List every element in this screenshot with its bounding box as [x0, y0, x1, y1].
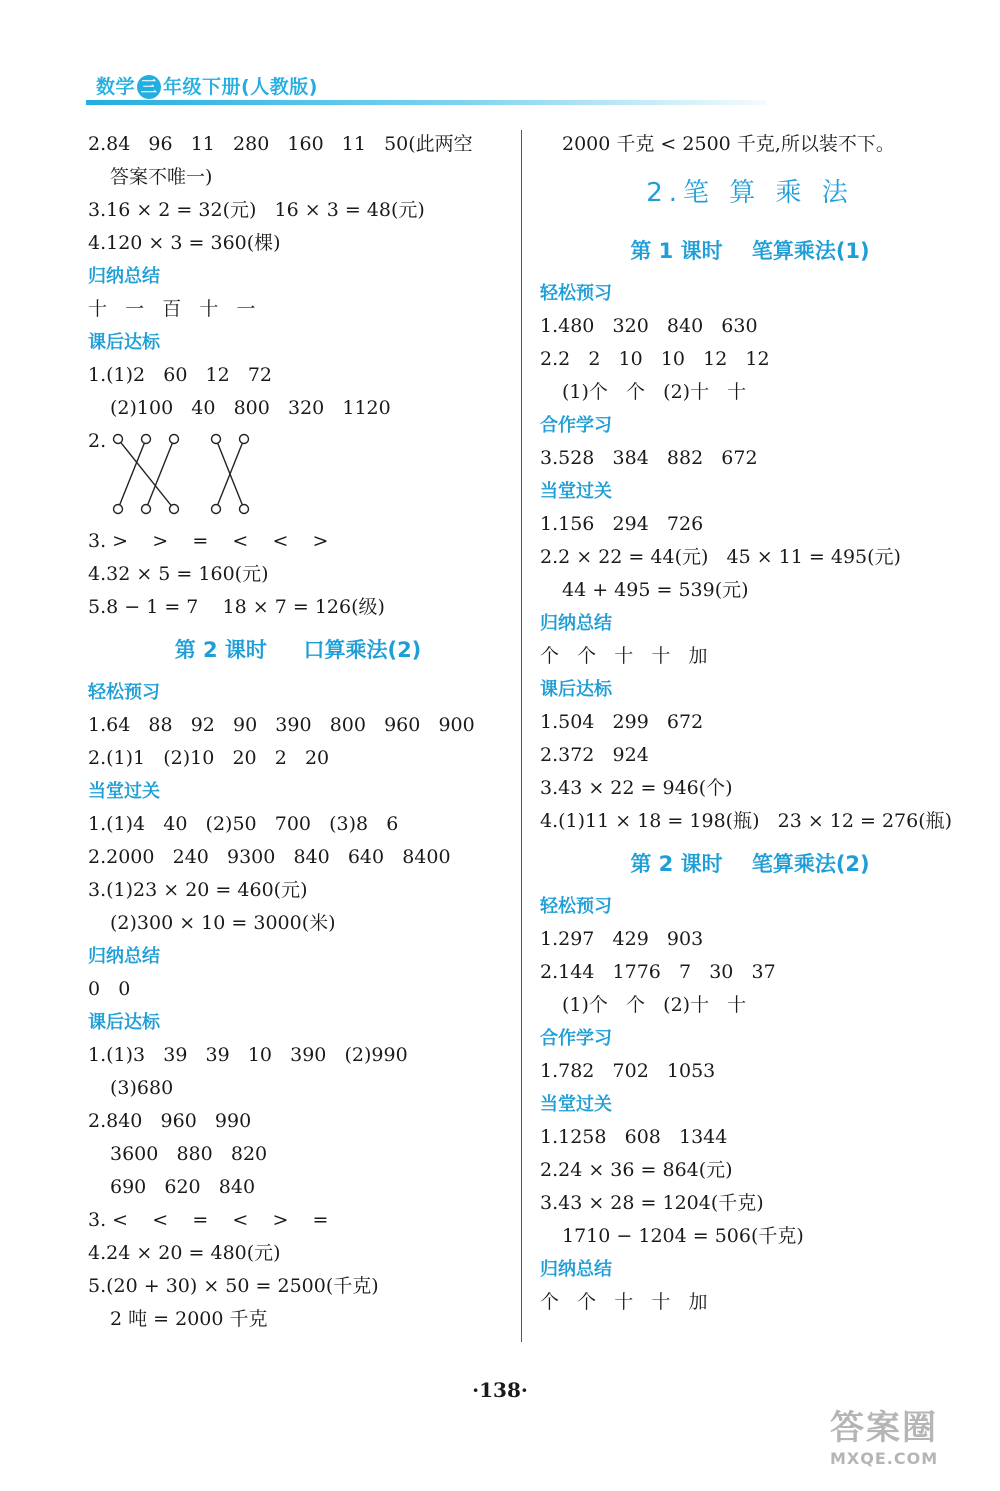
answer-line: (1)个 个 (2)十 十	[562, 381, 747, 403]
chapter-title: 2.笔 算 乘 法	[646, 178, 854, 208]
answer-line: 4.32 × 5 = 160(元)	[88, 563, 269, 585]
answer-line: 2000 千克 < 2500 千克,所以装不下。	[562, 133, 895, 155]
subject-label: 数学	[96, 76, 136, 98]
answer-line: 1.480 320 840 630	[540, 315, 758, 337]
watermark-text: 答案圈	[830, 1408, 938, 1448]
header-rule	[86, 100, 766, 105]
answer-line: 4.120 × 3 = 360(棵)	[88, 232, 281, 254]
answer-line: 3.43 × 28 = 1204(千克)	[540, 1192, 764, 1214]
answer-line: 5.8 − 1 = 7 18 × 7 = 126(级)	[88, 596, 385, 618]
book-label: 年级下册(人教版)	[163, 76, 318, 98]
answer-line: 3.(1)23 × 20 = 460(元)	[88, 879, 308, 901]
section-heading: 归纳总结	[540, 1259, 612, 1280]
answer-line: 3600 880 820	[110, 1143, 268, 1165]
answer-line: 3. < < = < > =	[88, 1209, 329, 1231]
section-heading: 课后达标	[88, 332, 160, 353]
answer-line: 2.2 2 10 10 12 12	[540, 348, 770, 370]
answer-line: 3.528 384 882 672	[540, 447, 758, 469]
answer-line: 1.(1)3 39 39 10 390 (2)990	[88, 1044, 408, 1066]
answer-line: 2.84 96 11 280 160 11 50(此两空	[88, 133, 473, 155]
answer-line: 1.(1)2 60 12 72	[88, 364, 273, 386]
question-number: 2.	[88, 430, 107, 452]
answer-line: 2 吨 = 2000 千克	[110, 1308, 268, 1330]
answer-line: 1.156 294 726	[540, 513, 704, 535]
matching-diagram-row	[88, 425, 508, 525]
section-heading: 当堂过关	[540, 481, 612, 502]
answer-line: 个 个 十 十 加	[540, 1291, 708, 1313]
section-heading: 轻松预习	[540, 896, 612, 917]
answer-line: 0 0	[88, 978, 131, 1000]
section-heading: 课后达标	[540, 679, 612, 700]
answer-line: 答案不唯一)	[110, 166, 213, 188]
answer-line: 十 一 百 十 一	[88, 298, 256, 320]
header-title	[96, 72, 318, 99]
grade-badge: 三	[137, 75, 161, 99]
answer-line: 2.144 1776 7 30 37	[540, 961, 776, 983]
watermark-logo	[830, 1400, 990, 1480]
answer-line: 2.24 × 36 = 864(元)	[540, 1159, 733, 1181]
lesson-title: 第 1 课时 笔算乘法(1)	[630, 239, 870, 263]
watermark-url: MXQE.COM	[830, 1449, 939, 1468]
section-heading: 合作学习	[540, 415, 612, 436]
page-number: ·138·	[472, 1378, 528, 1402]
answer-line: 5.(20 + 30) × 50 = 2500(千克)	[88, 1275, 379, 1297]
answer-line: 1.504 299 672	[540, 711, 704, 733]
section-heading: 当堂过关	[88, 781, 160, 802]
lesson-title: 第 2 课时 笔算乘法(2)	[630, 852, 870, 876]
answer-line: 3. > > = < < >	[88, 530, 329, 552]
answer-line: 690 620 840	[110, 1176, 256, 1198]
page-header	[86, 68, 786, 108]
answer-line: (3)680	[110, 1077, 174, 1099]
answer-line: (2)300 × 10 = 3000(米)	[110, 912, 336, 934]
section-heading: 合作学习	[540, 1028, 612, 1049]
answer-line: 个 个 十 十 加	[540, 645, 708, 667]
matching-diagram	[110, 431, 260, 519]
answer-line: 4.24 × 20 = 480(元)	[88, 1242, 281, 1264]
answer-line: 1.782 702 1053	[540, 1060, 716, 1082]
answer-line: 2.372 924	[540, 744, 649, 766]
lesson-title: 第 2 课时 口算乘法(2)	[174, 638, 422, 662]
answer-line: 2.2 × 22 = 44(元) 45 × 11 = 495(元)	[540, 546, 901, 568]
answer-line: 1.297 429 903	[540, 928, 704, 950]
section-heading: 当堂过关	[540, 1094, 612, 1115]
answer-line: 1.(1)4 40 (2)50 700 (3)8 6	[88, 813, 399, 835]
right-column	[540, 128, 960, 1319]
answer-line: 2.(1)1 (2)10 20 2 20	[88, 747, 330, 769]
answer-line: 1710 − 1204 = 506(千克)	[562, 1225, 804, 1247]
answer-line: 4.(1)11 × 18 = 198(瓶) 23 × 12 = 276(瓶)	[540, 810, 953, 832]
column-divider	[521, 130, 522, 1342]
answer-line: (2)100 40 800 320 1120	[110, 397, 391, 419]
section-heading: 归纳总结	[88, 266, 160, 287]
section-heading: 归纳总结	[88, 946, 160, 967]
section-heading: 课后达标	[88, 1012, 160, 1033]
answer-line: 2.840 960 990	[88, 1110, 252, 1132]
answer-line: 44 + 495 = 539(元)	[562, 579, 749, 601]
answer-line: 1.64 88 92 90 390 800 960 900	[88, 714, 475, 736]
answer-line: (1)个 个 (2)十 十	[562, 994, 747, 1016]
answer-line: 3.16 × 2 = 32(元) 16 × 3 = 48(元)	[88, 199, 425, 221]
answer-line: 2.2000 240 9300 840 640 8400	[88, 846, 451, 868]
section-heading: 轻松预习	[540, 283, 612, 304]
answer-line: 1.1258 608 1344	[540, 1126, 728, 1148]
section-heading: 归纳总结	[540, 613, 612, 634]
section-heading: 轻松预习	[88, 682, 160, 703]
answer-line: 3.43 × 22 = 946(个)	[540, 777, 733, 799]
left-column	[88, 128, 508, 1336]
